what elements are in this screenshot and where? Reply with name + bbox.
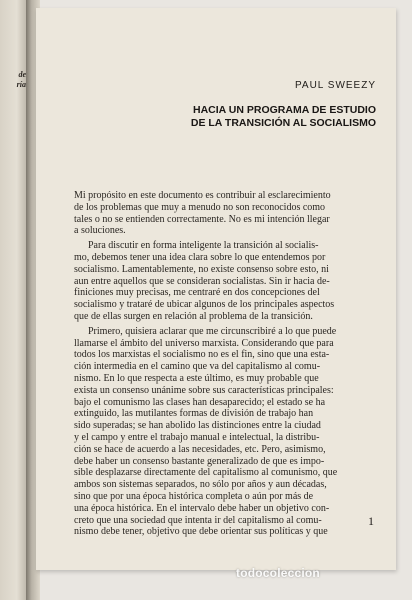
text-line: Primero, quisiera aclarar que me circunscribiré a lo que puede xyxy=(88,325,337,337)
text-line: socialismo. Lamentablemente, no existe consenso sobre esto, ni xyxy=(74,263,329,275)
text-line: ambos son sistemas separados, no sólo por años y aun décadas, xyxy=(74,479,327,491)
body-text xyxy=(74,190,364,541)
text-line: sible desplazarse directamente del capitalismo al comunismo, que xyxy=(74,467,338,479)
text-line: tales o no se entienden correctamente. No es mi intención llegar xyxy=(74,213,330,225)
text-line: que de ellas surgen en relación al problema de la transición. xyxy=(74,310,313,322)
text-line: sino que por una época histórica completa o aún por más de xyxy=(74,490,314,502)
chapter-title xyxy=(191,104,376,130)
text-line: exista un consenso unánime sobre sus características principales: xyxy=(74,384,334,396)
paragraph xyxy=(74,326,364,538)
text-line: ción se hace de acuerdo a las necesidades, etc. Pero, asimismo, xyxy=(74,443,326,455)
author-name: PAUL SWEEZY xyxy=(294,80,376,91)
text-line: Para discutir en forma inteligente la transición al socialis- xyxy=(88,240,319,252)
text-line: llamarse el ámbito del universo marxista. Considerando que para xyxy=(74,337,334,349)
text-line: debe haber un consenso bastante generalizado de que es impo- xyxy=(74,455,325,467)
text-line: de los problemas que muy a menudo no son reconocidos como xyxy=(74,201,326,213)
text-line: finiciones muy precisas, me centraré en dos concepciones del xyxy=(74,287,320,299)
text-line: bajo el comunismo las clases han desaparecido; el estado se ha xyxy=(74,396,326,408)
left-page-text xyxy=(0,70,28,90)
book-page xyxy=(36,8,396,570)
chapter-title-line: HACIA UN PROGRAMA DE ESTUDIO xyxy=(193,104,376,116)
text-line: y el campo y entre el trabajo manual e intelectual, la distribu- xyxy=(74,431,320,443)
chapter-title-line: DE LA TRANSICIÓN AL SOCIALISMO xyxy=(190,117,376,129)
left-page-edge xyxy=(0,0,28,600)
left-page-fragment: ría xyxy=(16,80,26,89)
text-line: creto que una sociedad que intenta ir del capitalismo al comu- xyxy=(74,514,322,526)
paragraph xyxy=(74,190,364,237)
text-line: extinguido, las mutilantes formas de división de trabajo han xyxy=(74,408,314,420)
text-line: una época histórica. En el intervalo debe haber un objetivo con- xyxy=(74,502,330,514)
text-line: a soluciones. xyxy=(74,225,126,237)
watermark-logo: todocoleccion xyxy=(236,566,320,580)
text-line: sido superadas; se han abolido las distinciones entre la ciudad xyxy=(74,420,321,432)
text-line: aun entre aquellos que se consideran socialistas. Sin ir hacia de- xyxy=(74,275,330,287)
text-line: todos los marxistas el socialismo no es el fin, sino que una esta- xyxy=(74,349,330,361)
page-number: 1 xyxy=(368,514,374,528)
paragraph xyxy=(74,240,364,323)
text-line: Mi propósito en este documento es contribuir al esclarecimiento xyxy=(74,190,331,201)
left-page-fragment: de xyxy=(18,70,26,79)
text-line: nismo. En lo que respecta a este último, es muy probable que xyxy=(74,372,319,384)
text-line: ción intermedia en el camino que va del capitalismo al comu- xyxy=(74,361,321,373)
text-line: socialismo y trataré de ubicar algunos de los principales aspectos xyxy=(74,299,335,311)
text-line: mo, debemos tener una idea clara sobre lo que entendemos por xyxy=(74,251,326,263)
text-line: nismo debe tener, objetivo que debe orientar sus políticas y que xyxy=(74,526,328,538)
